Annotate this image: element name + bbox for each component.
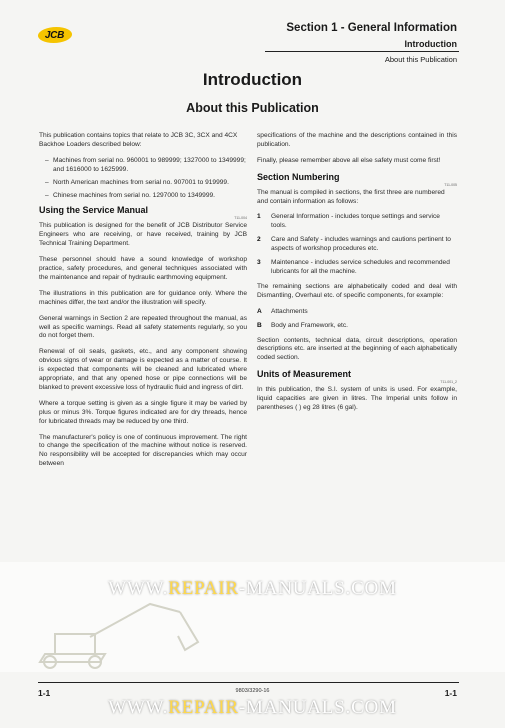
machine-item: – Chinese machines from serial no. 1297000 to 1349999. [39, 192, 247, 201]
heading-reference-code: T11-005 [444, 182, 457, 187]
right-column [257, 132, 457, 420]
body-paragraph: The illustrations in this publication are for guidance only. Where the machines differ, the text and/or the illustration will specify. [39, 289, 247, 306]
watermark-text-bottom [0, 697, 505, 719]
item-text: Attachments [271, 307, 308, 315]
item-text: Care and Safety - includes warnings and cautions pertinent to aspects of workshop procedures etc. [271, 236, 451, 253]
item-text: General Information - includes torque settings and service tools. [271, 213, 440, 230]
watermark-prefix: WWW. [108, 578, 169, 599]
watermark-suffix: -MANUALS.COM [238, 697, 397, 718]
body-paragraph: The manufacturer's policy is one of continuous improvement. The right to change the specification of the machine without notice is reserved. No responsibility will be accepted for discrepancies which may occur between [39, 433, 247, 468]
watermark-highlight: REPAIR [168, 578, 239, 599]
item-number: 1 [257, 213, 261, 221]
body-paragraph: This publication is designed for the benefit of JCB Distributor Service Engineers who are receiving, or have received, training by JCB Technical Training Department. [39, 222, 247, 248]
watermark-text-top [0, 578, 505, 600]
heading-units-of-measurement: Units of Measurement [257, 369, 352, 380]
numbering-intro: The manual is compiled in sections, the first three are numbered and contain information as follows: [257, 188, 445, 205]
footer-document-code: 9803/3290-16 [235, 688, 270, 694]
machine-list [39, 157, 247, 201]
logo-text: JCB [45, 29, 65, 41]
section-list-item [257, 308, 457, 317]
page-subtitle: About this Publication [186, 101, 319, 115]
jcb-logo [37, 27, 74, 43]
header-topic: About this Publication [384, 55, 457, 64]
machine-item: – Machines from serial no. 960001 to 989999; 1327000 to 1349999; and 1616000 to 1625999. [39, 157, 247, 175]
header-section-title: Section 1 - General Information [286, 22, 457, 34]
body-paragraph: These personnel should have a sound knowledge of workshop practice, safety procedures, and general techniques associated with the maintenance and repair of hydraulic earthmoving equipment. [39, 256, 247, 281]
header-divider [265, 51, 459, 52]
units-paragraph: In this publication, the S.I. system of units is used. For example, liquid capacities are given in litres. The Imperial units follow in parentheses ( ) eg 28 litres (6 gal). [257, 386, 457, 411]
body-paragraph: Where a torque setting is given as a single figure it may be varied by plus or minus 3%. Torque figures indicated are for dry threads, hence for lubricated threads may be reduced by one third. [39, 399, 247, 425]
section-contents-paragraph: Section contents, technical data, circuit descriptions, operation descriptions etc. are inserted at the beginning of each alphabetically coded section. [257, 336, 457, 362]
heading-reference-code: T11-004 [234, 216, 247, 221]
section-list-item [257, 213, 457, 231]
item-letter: A [257, 307, 262, 315]
heading-using-service-manual: Using the Service Manual [39, 205, 149, 216]
item-letter: B [257, 321, 262, 329]
section-list-item [257, 322, 457, 331]
watermark-highlight: REPAIR [168, 697, 239, 718]
body-paragraph: Renewal of oil seals, gaskets, etc., and any component showing obvious signs of wear or damage is expected as a matter of course. It is expected that components will be cleaned and lubricated where appropriate, and that any opened hose or pipe connections will be blanked to prevent excessive loss of hydraulic fluid and ingress of dirt. [39, 348, 247, 391]
footer-page-number-left: 1-1 [38, 688, 51, 698]
item-text: Maintenance - includes service schedules and recommended lubricants for all the machine. [271, 259, 450, 275]
item-number: 3 [257, 259, 261, 267]
continuation-paragraph: specifications of the machine and the descriptions contained in this publication. [257, 132, 457, 148]
remaining-sections-paragraph: The remaining sections are alphabetically coded and deal with Dismantling, Overhaul etc. of specific components, for example: [257, 282, 457, 299]
watermark-suffix: -MANUALS.COM [238, 578, 397, 599]
numbered-section-list [257, 213, 457, 276]
machine-item: – North American machines from serial no. 907001 to 919999. [39, 179, 247, 188]
intro-paragraph: This publication contains topics that relate to JCB 3C, 3CX and 4CX Backhoe Loaders described below: [39, 132, 238, 148]
watermark-prefix: WWW. [108, 697, 169, 718]
safety-paragraph: Finally, please remember above all else safety must come first! [257, 156, 441, 164]
section-list-item [257, 236, 457, 254]
heading-reference-code: T11-001_2 [440, 380, 457, 385]
body-paragraph: General warnings in Section 2 are repeated throughout the manual, as well as specific warnings. Read all safety statements regularly, so you do not forget them. [39, 314, 247, 340]
left-column [39, 132, 247, 476]
excavator-watermark-icon [30, 592, 230, 672]
header-chapter: Introduction [404, 39, 457, 49]
item-number: 2 [257, 236, 261, 244]
lettered-section-list [257, 308, 457, 331]
heading-section-numbering: Section Numbering [257, 171, 340, 182]
item-text: Body and Framework, etc. [271, 321, 348, 329]
footer-divider [38, 682, 459, 683]
section-list-item [257, 259, 457, 277]
page-title: Introduction [202, 70, 303, 89]
footer-page-number-right: 1-1 [444, 688, 457, 698]
